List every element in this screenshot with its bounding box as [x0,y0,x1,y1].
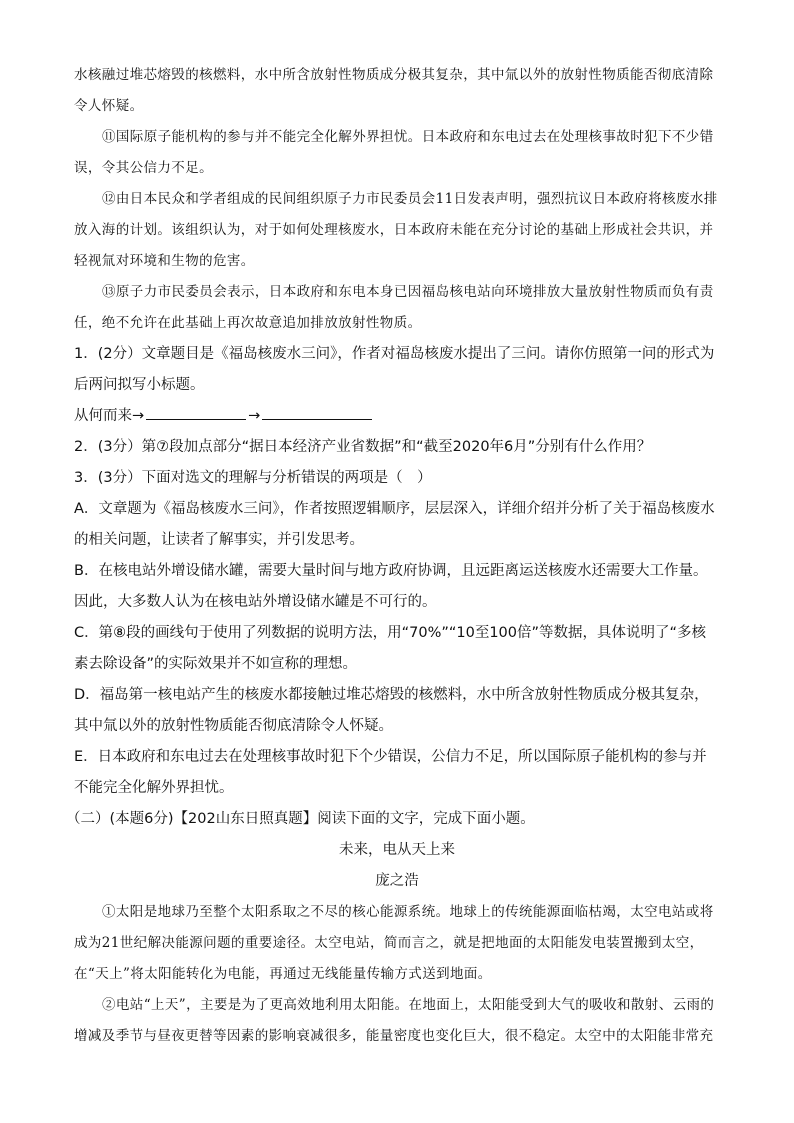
question-1-fill-line [74,401,720,432]
option-a: A．文章题为《福岛核废水三问》，作者按照逻辑顺序，层层深入，详细介绍并分析了关于福岛核废水的相关问题，让读者了解事实，并引发思考。 [74,501,715,548]
answer-blank-3[interactable] [262,405,372,420]
option-b: B．在核电站外增设储水罐，需要大量时间与地方政府协调，且远距离运送核废水还需要大工作量。因此，大多数人认为在核电站外增设储水罐是不可行的。 [74,563,708,610]
article-paragraph-2: ②电站“上天”，主要是为了更高效地利用太阳能。在地面上，太阳能受到大气的吸收和散射、云雨的增减及季节与昼夜更替等因素的影响衰减很多，能量密度也变化巨大，很不稳定。太空中的太阳能非常充 [74,997,715,1044]
article-paragraph-1: ①太阳是地球乃至整个太阳系取之不尽的核心能源系统。地球上的传统能源面临枯竭，太空电站或将成为21世纪解决能源问题的重要途径。太空电站，简而言之，就是把地面的太阳能发电装置搬到太空，在“天上”将太阳能转化为电能，再通过无线能量传输方式送到地面。 [74,904,714,982]
option-c: C．第⑧段的画线句于使用了列数据的说明方法，用“70%”“10至100倍”等数据，具体说明了“多核素去除设备”的实际效果并不如宣称的理想。 [74,625,707,672]
passage-paragraph-10-end: 水核融过堆芯熔毁的核燃料，水中所含放射性物质成分极其复杂，其中氚以外的放射性物质能否彻底清除令人怀疑。 [74,67,714,114]
passage-paragraph-11: ⑪国际原子能机构的参与并不能完全化解外界担忧。日本政府和东电过去在处理核事故时犯下不少错误，令其公信力不足。 [74,129,714,176]
article-title: 未来，电从天上来 [339,842,455,858]
fill-prefix: 从何而来→ [74,408,145,424]
question-3: 3．(3分）下面对选文的理解与分析错误的两项是（ ） [74,470,432,486]
fill-arrow: → [248,408,261,424]
question-2: 2．(3分）第⑦段加点部分“据日本经济产业省数据”和“截至2020年6月”分别有什么作用？ [74,439,652,455]
passage-paragraph-12: ⑫由日本民众和学者组成的民间组织原子力市民委员会11日发表声明，强烈抗议日本政府将核废水排放入海的计划。该组织认为，对于如何处理核废水，日本政府未能在充分讨论的基础上形成社会共识，并轻视氚对环境和生物的危害。 [74,191,718,269]
option-d: D．福岛第一核电站产生的核废水都接触过堆芯熔毁的核燃料，水中所含放射性物质成分极其复杂，其中氚以外的放射性物质能否彻底清除令人怀疑。 [74,687,709,734]
passage-paragraph-13: ⑬原子力市民委员会表示，日本政府和东电本身已因福岛核电站向环境排放大量放射性物质而负有责任，绝不允许在此基础上再次故意追加排放放射性物质。 [74,284,714,331]
question-1: 1．(2分）文章题目是《福岛核废水三问》，作者对福岛核废水提出了三问。请你仿照第一问的形式为后两问拟写小标题。 [74,346,715,393]
answer-blank-2[interactable] [146,405,246,420]
article-author: 庞之浩 [375,873,419,889]
section-2-heading: （二）(本题6分)【202山东日照真题】阅读下面的文字，完成下面小题。 [66,811,535,827]
option-e: E．日本政府和东电过去在处理核事故时犯下个少错误，公信力不足，所以国际原子能机构的参与并不能完全化解外界担忧。 [74,749,707,796]
